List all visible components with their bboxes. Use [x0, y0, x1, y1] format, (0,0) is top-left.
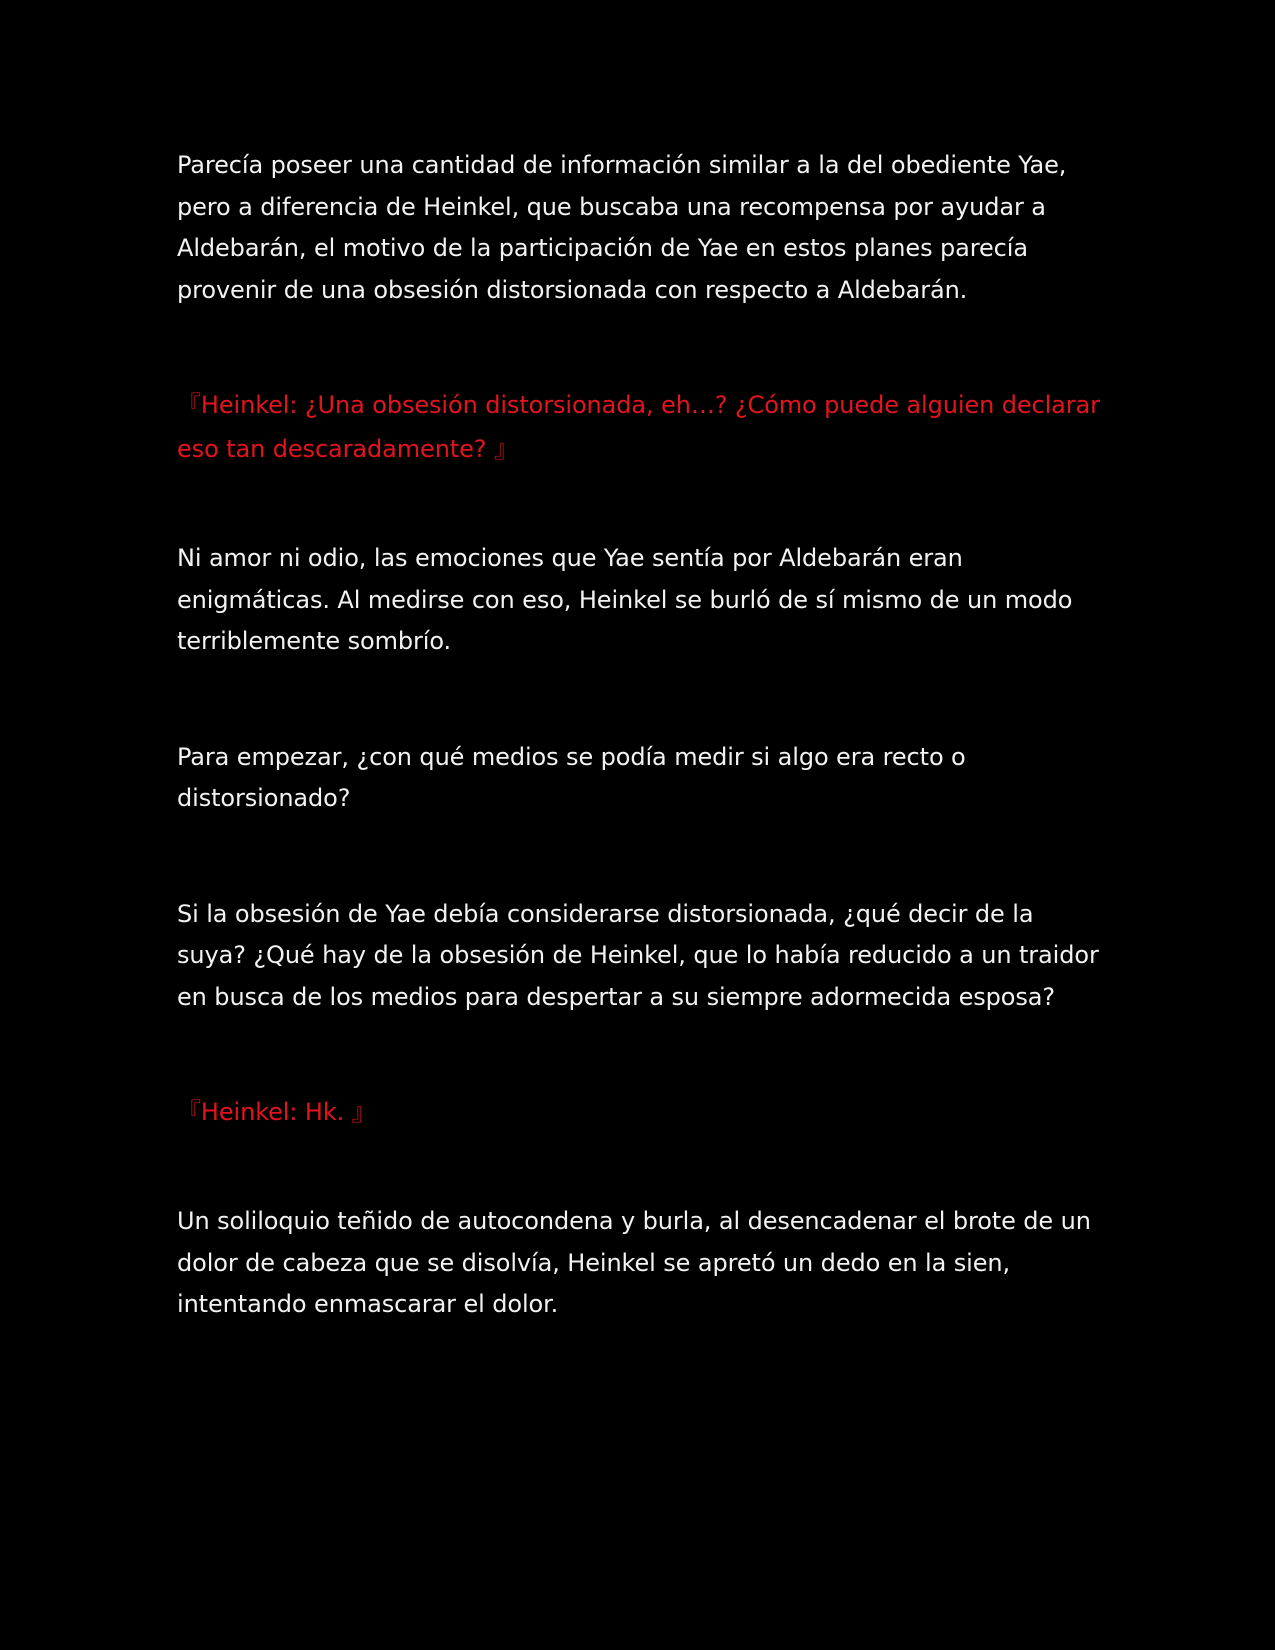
narration-paragraph: Para empezar, ¿con qué medios se podía medir si algo era recto o distorsionado? — [177, 742, 966, 812]
document-page — [177, 145, 1107, 1326]
narration-paragraph: Ni amor ni odio, las emociones que Yae sentía por Aldebarán eran enigmáticas. Al medirse con eso, Heinkel se burló de sí mismo de un modo terriblemente sombrío. — [177, 544, 1073, 655]
dialogue-line: 『Heinkel: ¿Una obsesión distorsionada, eh…? ¿Cómo puede alguien declarar eso tan descaradamente? 』 — [177, 391, 1100, 463]
narration-paragraph: Un soliloquio teñido de autocondena y burla, al desencadenar el brote de un dolor de cabeza que se disolvía, Heinkel se apretó un dedo en la sien, intentando enmascarar el dolor. — [177, 1207, 1091, 1318]
dialogue-line: 『Heinkel: Hk. 』 — [177, 1098, 376, 1126]
narration-paragraph: Si la obsesión de Yae debía considerarse distorsionada, ¿qué decir de la suya? ¿Qué hay de la obsesión de Heinkel, que lo había reducido a un traidor en busca de los medios para despertar a su siempre adormecida esposa? — [177, 899, 1099, 1011]
narration-paragraph: Parecía poseer una cantidad de información similar a la del obediente Yae, pero a diferencia de Heinkel, que buscaba una recompensa por ayudar a Aldebarán, el motivo de la participación de Yae en estos planes parecía provenir de una obsesión distorsionada con respecto a Aldebarán. — [177, 151, 1067, 304]
